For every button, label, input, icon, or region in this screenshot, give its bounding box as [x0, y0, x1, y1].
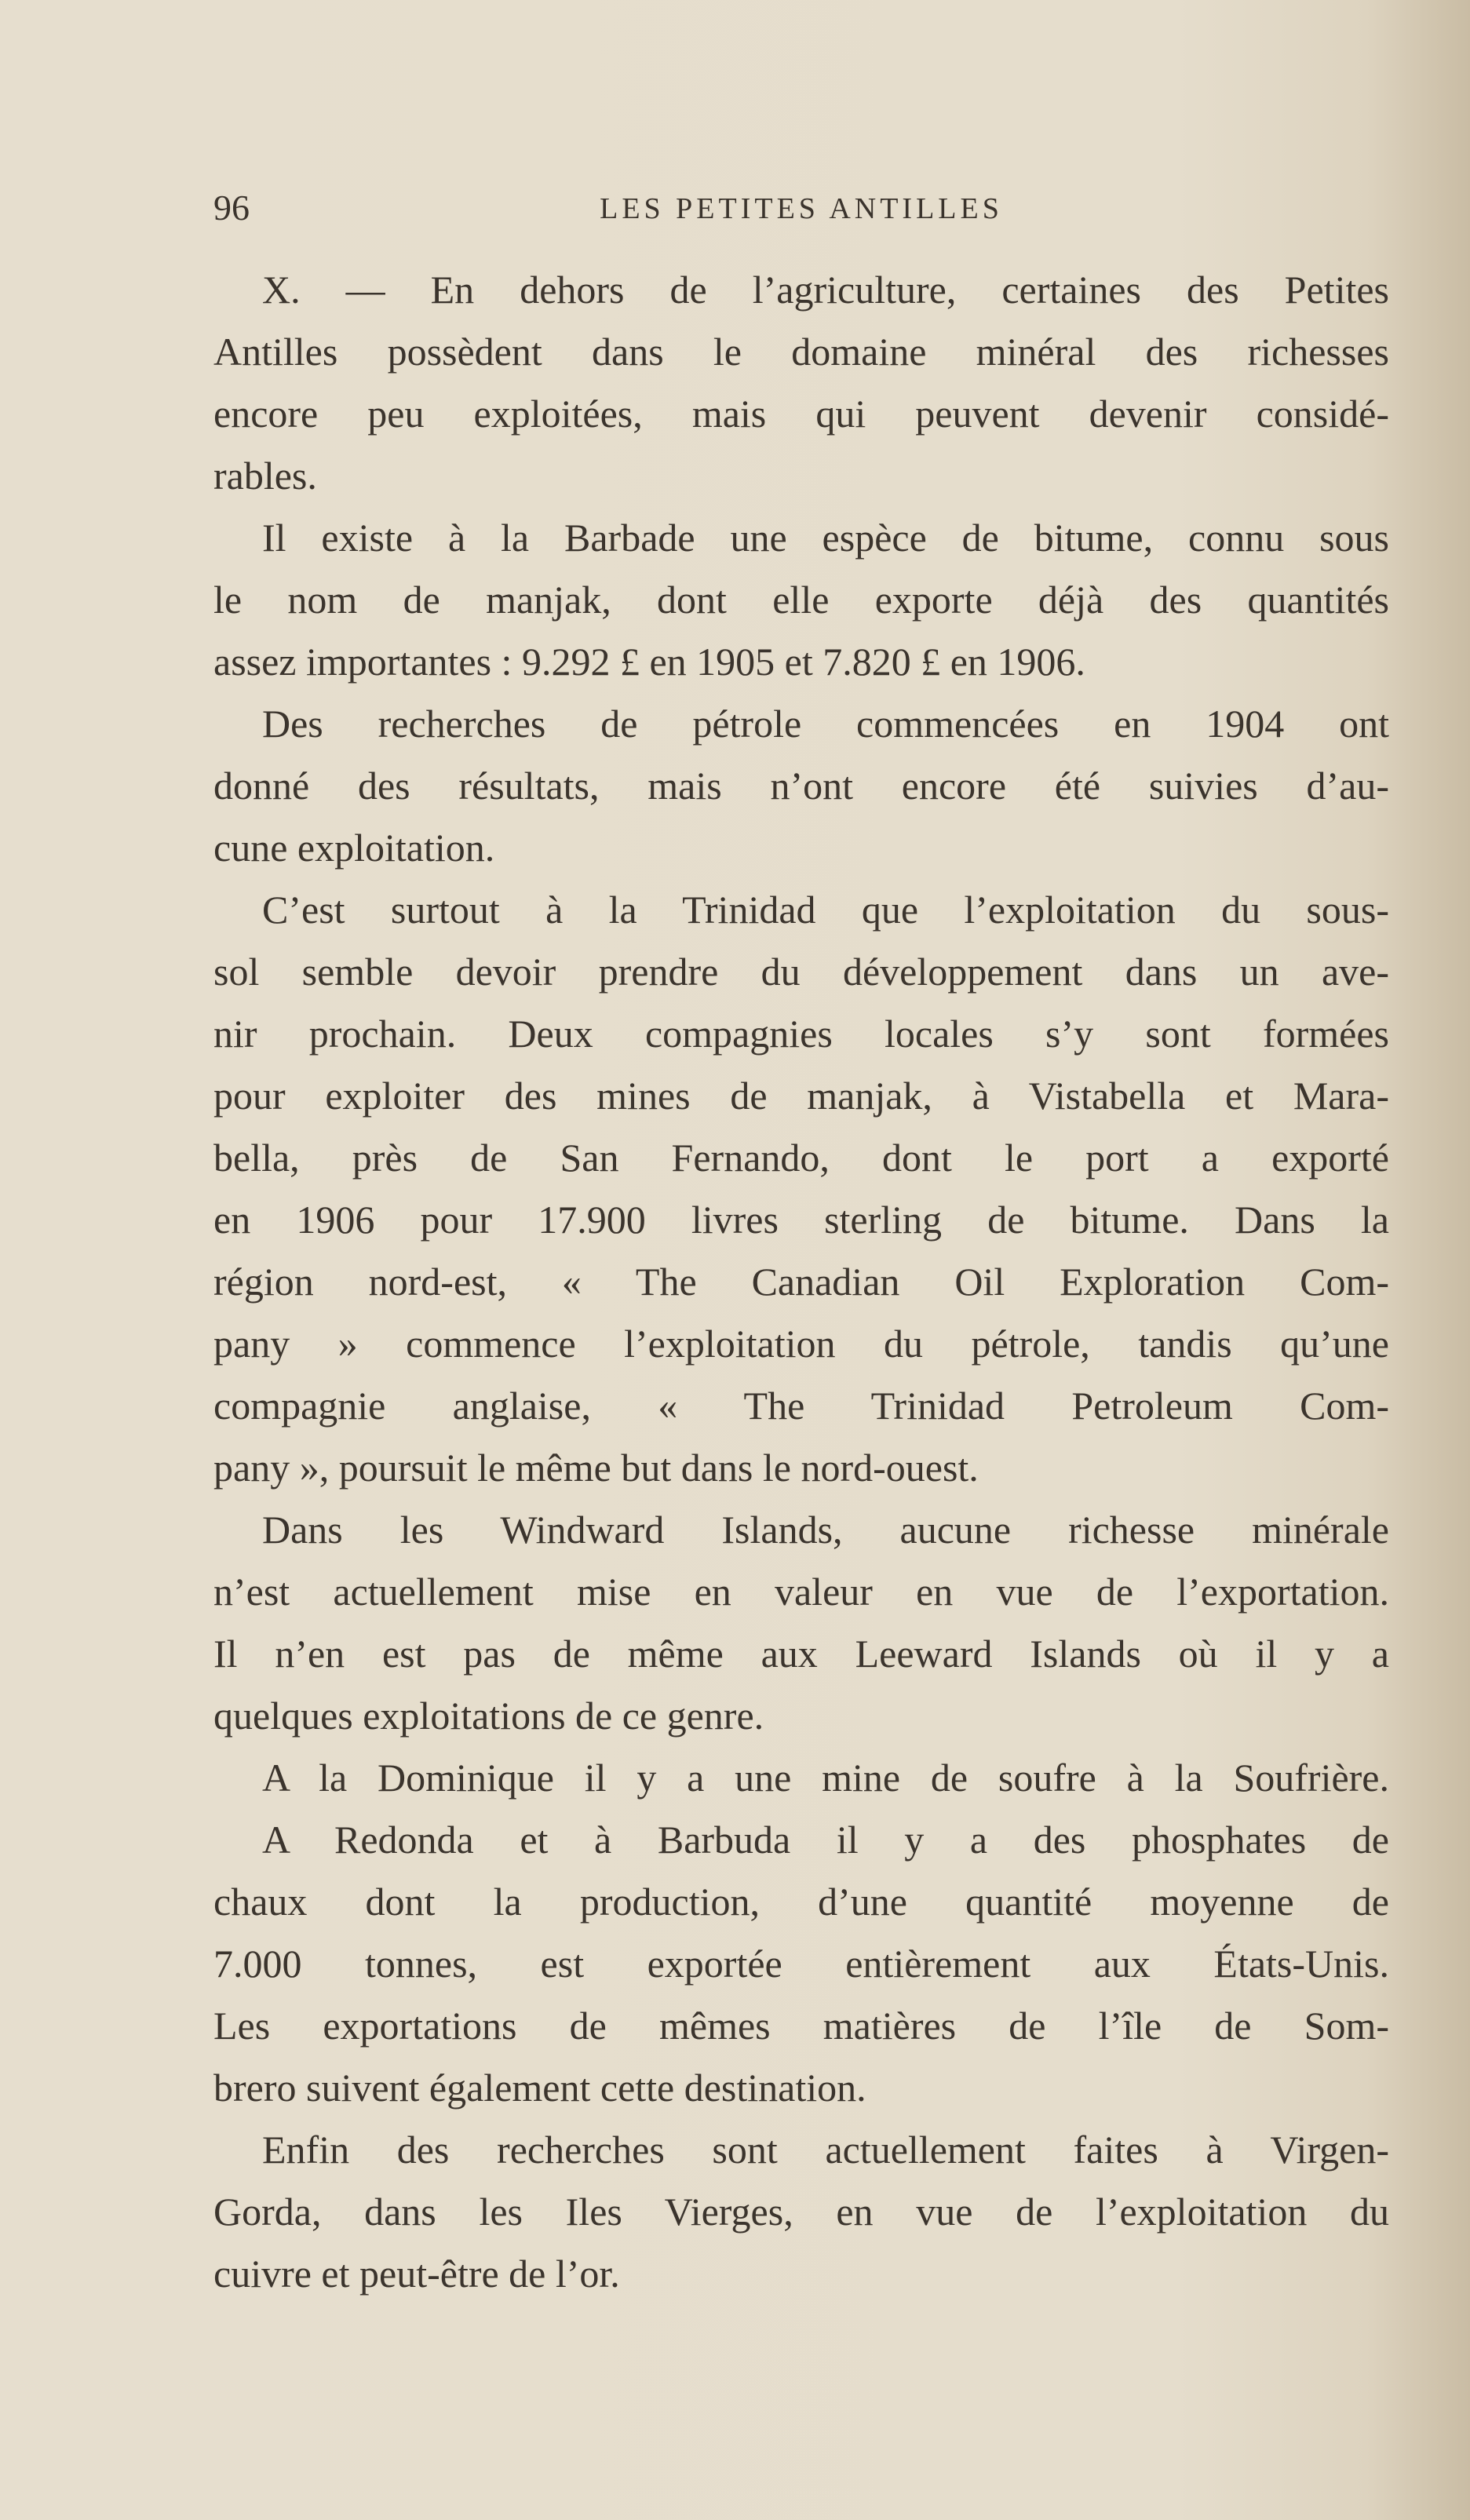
paragraph [213, 259, 1389, 507]
text-line: le nom de manjak, dont elle exporte déjà des quantités [213, 578, 1389, 622]
text-line: sol semble devoir prendre du développement dans un ave- [213, 950, 1389, 994]
paragraph [213, 2119, 1389, 2305]
text-line: rables. [213, 454, 317, 498]
text-line: encore peu exploitées, mais qui peuvent devenir considé- [213, 392, 1389, 436]
text-line: C’est surtout à la Trinidad que l’exploitation du sous- [262, 888, 1389, 932]
page-number: 96 [213, 188, 250, 228]
paragraph [213, 507, 1389, 693]
text-line: X. — En dehors de l’agriculture, certaines des Petites [262, 268, 1389, 312]
paragraph [213, 693, 1389, 879]
text-line: Des recherches de pétrole commencées en 1904 ont [262, 702, 1389, 746]
paragraph [213, 1499, 1389, 1747]
running-header [213, 187, 1389, 234]
text-line: 7.000 tonnes, est exportée entièrement aux États-Unis. [213, 1942, 1389, 1986]
text-line: brero suivent également cette destination. [213, 2066, 866, 2110]
text-line: A la Dominique il y a une mine de soufre à la Soufrière. [262, 1756, 1389, 1800]
text-line: pany », poursuit le même but dans le nord-ouest. [213, 1446, 979, 1490]
text-line: Les exportations de mêmes matières de l’île de Som- [213, 2004, 1389, 2048]
body-text [213, 259, 1389, 2305]
text-line: Il n’en est pas de même aux Leeward Islands où il y a [213, 1632, 1389, 1676]
text-line: bella, près de San Fernando, dont le port a exporté [213, 1136, 1389, 1180]
paragraph [213, 879, 1389, 1499]
paragraph [213, 1809, 1389, 2119]
text-line: nir prochain. Deux compagnies locales s’y sont formées [213, 1012, 1389, 1056]
text-line: pany » commence l’exploitation du pétrole, tandis qu’une [213, 1322, 1389, 1366]
text-line: A Redonda et à Barbuda il y a des phosphates de [262, 1818, 1389, 1862]
text-line: quelques exploitations de ce genre. [213, 1694, 764, 1738]
text-line: donné des résultats, mais n’ont encore été suivies d’au- [213, 764, 1389, 808]
text-line: pour exploiter des mines de manjak, à Vistabella et Mara- [213, 1074, 1389, 1118]
text-line: assez importantes : 9.292 £ en 1905 et 7.820 £ en 1906. [213, 640, 1085, 684]
text-line: cune exploitation. [213, 826, 495, 870]
text-line: région nord-est, « The Canadian Oil Exploration Com- [213, 1260, 1389, 1304]
text-line: Gorda, dans les Iles Vierges, en vue de l’exploitation du [213, 2190, 1389, 2234]
text-line: en 1906 pour 17.900 livres sterling de bitume. Dans la [213, 1198, 1389, 1242]
text-line: Antilles possèdent dans le domaine minéral des richesses [213, 330, 1389, 374]
paragraph [213, 1747, 1389, 1809]
text-line: Il existe à la Barbade une espèce de bitume, connu sous [262, 516, 1389, 560]
text-line: n’est actuellement mise en valeur en vue de l’exportation. [213, 1570, 1389, 1614]
text-line: compagnie anglaise, « The Trinidad Petroleum Com- [213, 1384, 1389, 1428]
text-line: Enfin des recherches sont actuellement faites à Virgen- [262, 2128, 1389, 2172]
text-line: chaux dont la production, d’une quantité moyenne de [213, 1880, 1389, 1924]
running-title: LES PETITES ANTILLES [600, 192, 1003, 225]
text-line: Dans les Windward Islands, aucune richesse minérale [262, 1508, 1389, 1552]
text-line: cuivre et peut-être de l’or. [213, 2252, 620, 2296]
